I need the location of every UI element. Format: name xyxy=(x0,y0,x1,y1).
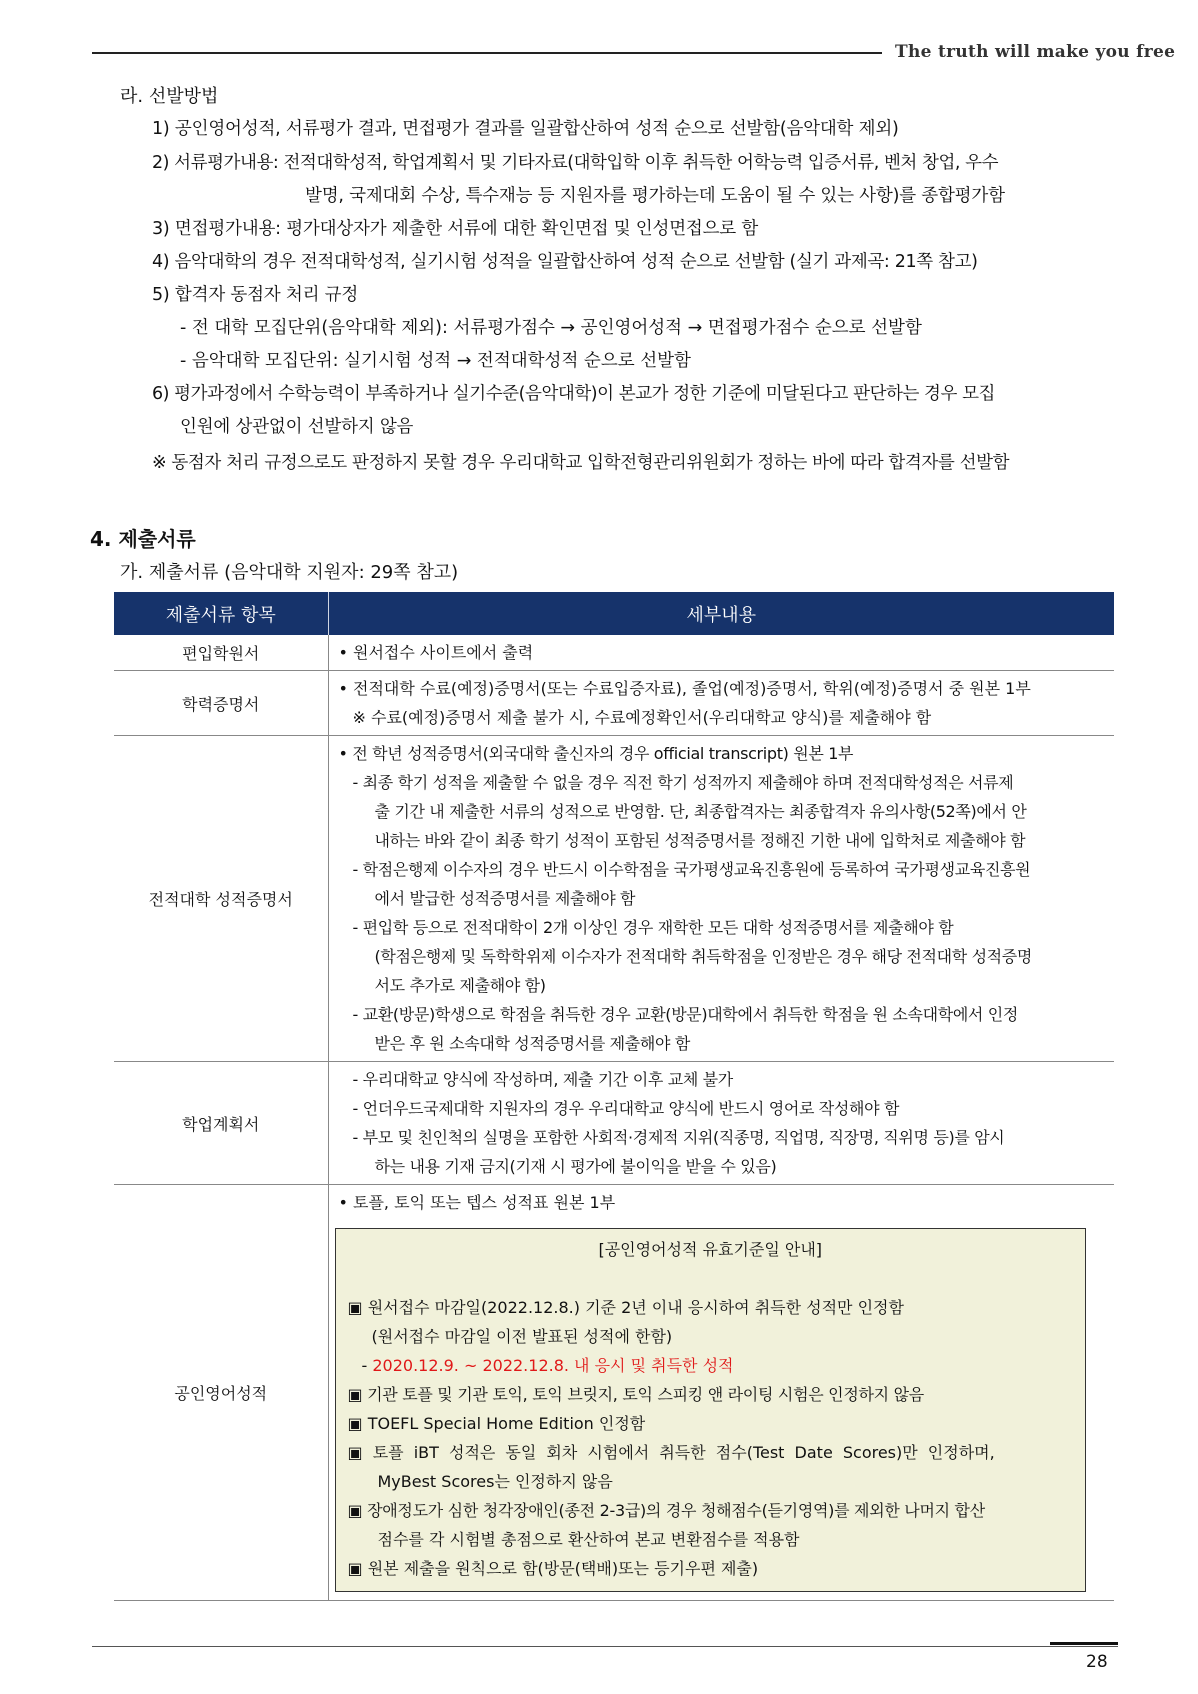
notice-line: 점수를 각 시험별 총점으로 환산하여 본교 변환점수를 적용함 xyxy=(377,1530,800,1549)
detail-line: (학점은행제 및 독학학위제 이수자가 전적대학 취득학점을 인정받은 경우 해당 전적대학 성적증명 xyxy=(374,947,1032,966)
table-row xyxy=(114,671,1114,736)
notice-line: (원서접수 마감일 이전 발표된 성적에 한함) xyxy=(371,1327,673,1346)
detail-line: • 토플, 토익 또는 텝스 성적표 원본 1부 xyxy=(338,1193,616,1212)
detail-line: - 우리대학교 양식에 작성하며, 제출 기간 이후 교체 불가 xyxy=(352,1070,733,1089)
notice-line: ▣ 토플 iBT 성적은 동일 회차 시험에서 취득한 점수(Test Date Scores)만 인정하며, xyxy=(347,1443,995,1462)
header-motto: The truth will make you free xyxy=(895,42,1176,62)
table-row xyxy=(114,736,1114,1062)
table-row xyxy=(114,1185,1114,1601)
row-detail xyxy=(328,736,1114,1062)
selection-item-3: 3) 면접평가내용: 평가대상자가 제출한 서류에 대한 확인면접 및 인성면접으로 함 xyxy=(152,219,759,239)
notice-line: ▣ 장애정도가 심한 청각장애인(종전 2-3급)의 경우 청해점수(듣기영역)를 제외한 나머지 합산 xyxy=(347,1501,985,1520)
selection-heading: 라. 선발방법 xyxy=(120,86,219,107)
column-header-detail: 세부내용 xyxy=(328,592,1114,635)
row-label: 편입학원서 xyxy=(114,635,328,671)
row-detail xyxy=(328,671,1114,736)
detail-line: • 전 학년 성적증명서(외국대학 출신자의 경우 official transcript) 원본 1부 xyxy=(338,744,854,763)
detail-line: ※ 수료(예정)증명서 제출 불가 시, 수료예정확인서(우리대학교 양식)를 제출해야 함 xyxy=(352,708,932,727)
tie-rule-music: - 음악대학 모집단위: 실기시험 성적 → 전적대학성적 순으로 선발함 xyxy=(180,351,691,371)
detail-line: 받은 후 원 소속대학 성적증명서를 제출해야 함 xyxy=(374,1034,690,1053)
detail-line: • 전적대학 수료(예정)증명서(또는 수료입증자료), 졸업(예정)증명서, 학위(예정)증명서 중 원본 1부 xyxy=(338,679,1031,698)
column-header-item: 제출서류 항목 xyxy=(114,592,328,635)
notice-dash: - xyxy=(361,1356,373,1375)
table-row xyxy=(114,1062,1114,1185)
selection-item-5: 5) 합격자 동점자 처리 규정 xyxy=(152,285,359,305)
english-score-notice xyxy=(335,1228,1087,1592)
selection-item-1: 1) 공인영어성적, 서류평가 결과, 면접평가 결과를 일괄합산하여 성적 순으로 선발함(음악대학 제외) xyxy=(152,119,899,139)
detail-line: 출 기간 내 제출한 서류의 성적으로 반영함. 단, 최종합격자는 최종합격자 유의사항(52쪽)에서 안 xyxy=(374,802,1027,821)
row-detail xyxy=(328,1185,1114,1601)
detail-line: 에서 발급한 성적증명서를 제출해야 함 xyxy=(374,889,636,908)
documents-table xyxy=(114,592,1114,1601)
selection-item-2-cont: 발명, 국제대회 수상, 특수재능 등 지원자를 평가하는데 도움이 될 수 있는 사항)를 종합평가함 xyxy=(305,186,1005,206)
section-4-subheading: 가. 제출서류 (음악대학 지원자: 29쪽 참고) xyxy=(120,562,459,583)
footer-accent-rule xyxy=(1050,1642,1118,1645)
notice-title: [공인영어성적 유효기준일 안내] xyxy=(598,1240,823,1259)
detail-line: 서도 추가로 제출해야 함) xyxy=(374,976,546,995)
notice-line xyxy=(348,1351,1074,1380)
detail-line: 내하는 바와 같이 최종 학기 성적이 포함된 성적증명서를 정해진 기한 내에 입학처로 제출해야 함 xyxy=(374,831,1026,850)
detail-line: 하는 내용 기재 금지(기재 시 평가에 불이익을 받을 수 있음) xyxy=(374,1157,777,1176)
selection-item-4: 4) 음악대학의 경우 전적대학성적, 실기시험 성적을 일괄합산하여 성적 순으로 선발함 (실기 과제곡: 21쪽 참고) xyxy=(152,252,978,272)
notice-line: MyBest Scores는 인정하지 않음 xyxy=(377,1472,613,1491)
detail-line: - 학점은행제 이수자의 경우 반드시 이수학점을 국가평생교육진흥원에 등록하여 국가평생교육진흥원 xyxy=(352,860,1031,879)
detail-line: - 언더우드국제대학 지원자의 경우 우리대학교 양식에 반드시 영어로 작성해야 함 xyxy=(352,1099,900,1118)
row-detail xyxy=(328,1062,1114,1185)
header-rule xyxy=(92,52,882,54)
row-label: 공인영어성적 xyxy=(114,1185,328,1601)
row-label: 학력증명서 xyxy=(114,671,328,736)
table-header-row xyxy=(114,592,1114,635)
valid-period-highlight: 2020.12.9. ~ 2022.12.8. 내 응시 및 취득한 성적 xyxy=(372,1356,734,1375)
detail-line: - 교환(방문)학생으로 학점을 취득한 경우 교환(방문)대학에서 취득한 학점을 원 소속대학에서 인정 xyxy=(352,1005,1018,1024)
tie-note: ※ 동점자 처리 규정으로도 판정하지 못할 경우 우리대학교 입학전형관리위원회가 정하는 바에 따라 합격자를 선발함 xyxy=(152,453,1010,473)
row-label: 전적대학 성적증명서 xyxy=(114,736,328,1062)
footer-rule xyxy=(92,1646,1118,1647)
detail-line: - 최종 학기 성적을 제출할 수 없을 경우 직전 학기 성적까지 제출해야 하며 전적대학성적은 서류제 xyxy=(352,773,1014,792)
selection-item-2: 2) 서류평가내용: 전적대학성적, 학업계획서 및 기타자료(대학입학 이후 취득한 어학능력 입증서류, 벤처 창업, 우수 xyxy=(152,153,999,173)
page-number: 28 xyxy=(1086,1652,1108,1672)
notice-line: ▣ TOEFL Special Home Edition 인정함 xyxy=(347,1414,646,1433)
notice-line: ▣ 원서접수 마감일(2022.12.8.) 기준 2년 이내 응시하여 취득한 성적만 인정함 xyxy=(347,1298,904,1317)
detail-line: • 원서접수 사이트에서 출력 xyxy=(338,643,534,662)
selection-item-6-cont: 인원에 상관없이 선발하지 않음 xyxy=(180,417,414,437)
table-row xyxy=(114,635,1114,671)
row-detail xyxy=(328,635,1114,671)
detail-line: - 부모 및 친인척의 실명을 포함한 사회적·경제적 지위(직종명, 직업명, 직장명, 직위명 등)를 암시 xyxy=(352,1128,1005,1147)
notice-line: ▣ 원본 제출을 원칙으로 함(방문(택배)또는 등기우편 제출) xyxy=(347,1559,759,1578)
selection-item-6: 6) 평가과정에서 수학능력이 부족하거나 실기수준(음악대학)이 본교가 정한 기준에 미달된다고 판단하는 경우 모집 xyxy=(152,384,995,404)
notice-line: ▣ 기관 토플 및 기관 토익, 토익 브릿지, 토익 스피킹 앤 라이팅 시험은 인정하지 않음 xyxy=(347,1385,924,1404)
detail-line: - 편입학 등으로 전적대학이 2개 이상인 경우 재학한 모든 대학 성적증명서를 제출해야 함 xyxy=(352,918,954,937)
row-label: 학업계획서 xyxy=(114,1062,328,1185)
tie-rule-general: - 전 대학 모집단위(음악대학 제외): 서류평가점수 → 공인영어성적 → 면접평가점수 순으로 선발함 xyxy=(180,318,922,338)
section-4-heading: 4. 제출서류 xyxy=(90,527,196,551)
